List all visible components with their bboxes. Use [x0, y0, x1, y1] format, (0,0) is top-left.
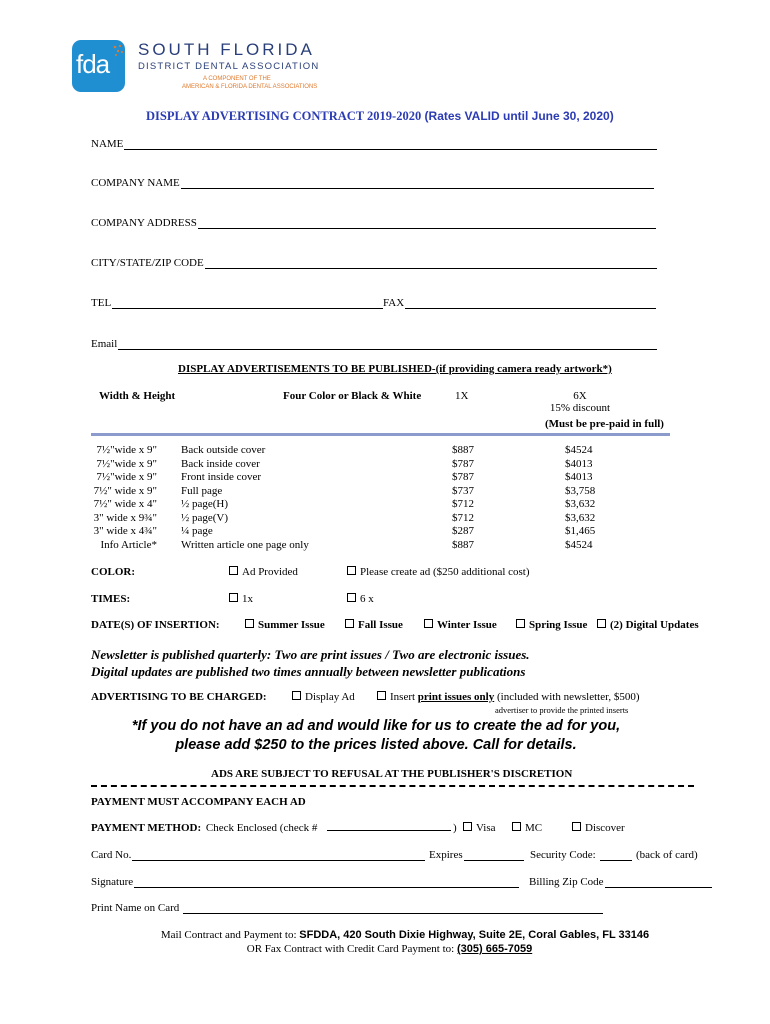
- price-1x-cell: $287: [452, 525, 474, 537]
- times-label: TIMES:: [91, 593, 131, 605]
- table-row: [91, 525, 671, 539]
- checkbox-icon[interactable]: [347, 566, 356, 575]
- desc-cell: ½ page(H): [181, 498, 229, 510]
- expires-label: Expires: [429, 849, 463, 861]
- fax-label: FAX: [383, 297, 405, 309]
- desc-cell: Front inside cover: [181, 471, 262, 483]
- name-label: NAME: [91, 138, 124, 150]
- dates-opt-summer[interactable]: [245, 619, 325, 631]
- table-divider: [91, 433, 670, 436]
- city-state-zip-line[interactable]: [205, 258, 657, 269]
- city-state-zip-field[interactable]: [91, 257, 657, 269]
- card-no-line[interactable]: [132, 850, 425, 861]
- size-cell: 7½" wide x 9": [93, 484, 157, 497]
- tel-field[interactable]: [91, 297, 383, 309]
- charged-opt-insert-underlined: print issues only: [417, 691, 495, 703]
- price-6x-cell: $4013: [565, 471, 593, 483]
- print-name-field[interactable]: [91, 902, 603, 914]
- charged-note: advertiser to provide the printed inserts: [495, 705, 629, 715]
- charged-opt-display-label: Display Ad: [305, 691, 355, 703]
- dates-opt-digital[interactable]: [597, 619, 699, 631]
- price-1x-cell: $737: [452, 484, 474, 497]
- size-cell: 3" wide x 9¾": [93, 511, 157, 524]
- check-number-line[interactable]: [327, 830, 451, 831]
- header-6x-block: [530, 390, 630, 414]
- price-6x-cell: $3,632: [565, 511, 596, 524]
- price-6x-cell: $4013: [565, 457, 593, 470]
- logo-component2: AMERICAN & FLORIDA DENTAL ASSOCIATIONS: [182, 84, 318, 90]
- page-title: [146, 109, 614, 124]
- price-1x-cell: $712: [452, 511, 474, 524]
- header-type: Four Color or Black & White: [283, 390, 422, 402]
- print-name-line[interactable]: [183, 903, 603, 914]
- price-1x-cell: $887: [452, 444, 474, 456]
- checkbox-icon[interactable]: [597, 619, 606, 628]
- security-code-field[interactable]: [530, 849, 632, 861]
- email-label: Email: [91, 338, 118, 350]
- price-1x-cell: $887: [452, 538, 474, 551]
- color-opt-provided-label: Ad Provided: [242, 566, 298, 578]
- callout-line2: please add $250 to the prices listed above. Call for details.: [175, 737, 577, 753]
- expires-line[interactable]: [464, 850, 524, 861]
- checkbox-icon[interactable]: [292, 691, 301, 700]
- dashed-divider: [91, 785, 694, 787]
- checkbox-icon[interactable]: [512, 822, 521, 831]
- desc-cell: ¼ page: [181, 525, 213, 537]
- charged-label: ADVERTISING TO BE CHARGED:: [91, 691, 267, 703]
- check-close: ): [453, 822, 457, 834]
- desc-cell: ½ page(V): [181, 511, 229, 524]
- dates-opt-summer-label: Summer Issue: [258, 619, 325, 631]
- size-cell: Info Article*: [100, 538, 157, 551]
- price-6x-cell: $4524: [565, 444, 593, 456]
- desc-cell: Back outside cover: [181, 444, 266, 456]
- dates-opt-fall-label: Fall Issue: [358, 619, 403, 631]
- times-opt-6x-label: 6 x: [360, 593, 374, 605]
- header-6x-discount: 15% discount: [549, 402, 611, 414]
- logo: [72, 40, 362, 96]
- pay-mc-label: MC: [525, 822, 543, 834]
- fax-line[interactable]: [405, 298, 656, 309]
- name-line[interactable]: [124, 139, 657, 150]
- charged-opt-insert-post: (included with newsletter, $500): [494, 691, 640, 703]
- billing-zip-field[interactable]: [529, 876, 712, 888]
- company-name-field[interactable]: [91, 177, 654, 189]
- table-row: [91, 485, 671, 499]
- billing-zip-line[interactable]: [605, 877, 712, 888]
- price-1x-cell: $787: [452, 457, 474, 470]
- table-row: [91, 458, 671, 472]
- company-name-line[interactable]: [181, 178, 654, 189]
- charged-opt-insert-pre: Insert: [390, 691, 418, 703]
- price-1x-cell: $787: [452, 471, 474, 483]
- company-address-field[interactable]: [91, 217, 656, 229]
- callout-line1: *If you do not have an ad and would like for us to create the ad for you,: [131, 718, 621, 734]
- pay-visa-label: Visa: [476, 822, 496, 834]
- fax-number: (305) 665-7059: [456, 943, 533, 955]
- rate-table: [91, 444, 671, 552]
- dates-opt-winter[interactable]: [424, 619, 497, 631]
- price-6x-cell: $1,465: [565, 525, 596, 537]
- tel-line[interactable]: [112, 298, 383, 309]
- logo-org-line2: DISTRICT DENTAL ASSOCIATION: [138, 61, 320, 72]
- refusal-note: ADS ARE SUBJECT TO REFUSAL AT THE PUBLISHER'S DISCRETION: [211, 768, 573, 780]
- callout: [91, 717, 661, 755]
- signature-field[interactable]: [91, 876, 519, 888]
- dates-opt-fall[interactable]: [345, 619, 403, 631]
- checkbox-icon[interactable]: [345, 619, 354, 628]
- table-row: [91, 471, 671, 485]
- desc-cell: Full page: [181, 484, 223, 497]
- card-no-label: Card No.: [91, 849, 132, 861]
- size-cell: 3" wide x 4¾": [93, 525, 157, 537]
- payment-method-label: PAYMENT METHOD:: [91, 822, 202, 834]
- fax-pre: OR Fax Contract with Credit Card Payment to:: [246, 943, 457, 955]
- city-state-zip-label: CITY/STATE/ZIP CODE: [91, 257, 204, 269]
- color-opt-create[interactable]: [347, 566, 530, 578]
- dot-accent-icon: [112, 44, 124, 58]
- times-opt-6x[interactable]: [347, 593, 374, 605]
- table-row: [91, 498, 671, 512]
- table-row: [91, 444, 671, 458]
- mail-line: [91, 928, 719, 942]
- footer: [91, 928, 719, 956]
- size-cell: 7½"wide x 9": [96, 457, 157, 470]
- payment-must: PAYMENT MUST ACCOMPANY EACH AD: [91, 796, 306, 808]
- color-label: COLOR:: [91, 566, 135, 578]
- dates-opt-winter-label: Winter Issue: [437, 619, 497, 631]
- dates-opt-spring-label: Spring Issue: [529, 619, 588, 631]
- company-address-line[interactable]: [198, 218, 656, 229]
- header-6x-note: (Must be pre-paid in full): [545, 418, 664, 430]
- name-field[interactable]: [91, 138, 657, 150]
- email-line[interactable]: [118, 339, 657, 350]
- fda-logo-mark: [72, 40, 125, 92]
- title-sub: (Rates VALID until June 30, 2020): [421, 109, 614, 123]
- fax-line: [60, 942, 719, 956]
- checkbox-icon[interactable]: [516, 619, 525, 628]
- company-address-label: COMPANY ADDRESS: [91, 217, 197, 229]
- checkbox-icon[interactable]: [424, 619, 433, 628]
- pay-discover[interactable]: [572, 822, 625, 834]
- size-cell: 7½"wide x 9": [96, 471, 157, 483]
- desc-cell: Back inside cover: [181, 457, 260, 470]
- pay-discover-label: Discover: [585, 822, 625, 834]
- fax-field[interactable]: [383, 297, 656, 309]
- logo-mark-text: fda: [76, 49, 110, 79]
- mail-pre: Mail Contract and Payment to:: [160, 929, 300, 941]
- price-1x-cell: $712: [452, 498, 474, 510]
- checkbox-icon[interactable]: [229, 566, 238, 575]
- signature-label: Signature: [91, 876, 134, 888]
- card-no-field[interactable]: [91, 849, 425, 861]
- header-6x: 6X: [573, 390, 587, 402]
- times-opt-1x[interactable]: [229, 593, 253, 605]
- color-opt-create-label: Please create ad ($250 additional cost): [360, 566, 530, 578]
- check-enclosed-label: Check Enclosed (check #: [205, 822, 318, 834]
- checkbox-icon[interactable]: [572, 822, 581, 831]
- signature-line[interactable]: [134, 877, 519, 888]
- header-1x: 1X: [455, 390, 469, 402]
- pay-mc[interactable]: [512, 822, 542, 834]
- tel-label: TEL: [91, 297, 112, 309]
- dates-label: DATE(S) OF INSERTION:: [91, 619, 220, 631]
- logo-org-line1: SOUTH FLORIDA: [138, 40, 315, 59]
- newsletter-note: [91, 646, 530, 680]
- header-size: Width & Height: [99, 390, 176, 402]
- title-main: DISPLAY ADVERTISING CONTRACT 2019-2020: [146, 109, 422, 123]
- charged-opt-insert[interactable]: [377, 691, 640, 703]
- dates-opt-digital-label: (2) Digital Updates: [610, 619, 699, 631]
- mail-address: SFDDA, 420 South Dixie Highway, Suite 2E, Coral Gables, FL 33146: [299, 929, 650, 941]
- dates-opt-spring[interactable]: [516, 619, 587, 631]
- billing-zip-label: Billing Zip Code: [529, 876, 604, 888]
- price-6x-cell: $3,758: [565, 484, 596, 497]
- price-6x-cell: $4524: [565, 538, 593, 551]
- newsletter-line2: Digital updates are published two times annually between newsletter publications: [91, 664, 526, 679]
- logo-component1: A COMPONENT OF THE: [203, 76, 271, 82]
- checkbox-icon[interactable]: [377, 691, 386, 700]
- size-cell: 7½" wide x 4": [93, 498, 157, 510]
- desc-cell: Written article one page only: [181, 538, 309, 551]
- checkbox-icon[interactable]: [347, 593, 356, 602]
- company-name-label: COMPANY NAME: [91, 177, 180, 189]
- email-field[interactable]: [91, 338, 657, 350]
- color-opt-provided[interactable]: [229, 566, 298, 578]
- security-code-line[interactable]: [600, 850, 632, 861]
- expires-field[interactable]: [429, 849, 524, 861]
- table-row: [91, 539, 671, 553]
- pay-visa[interactable]: [463, 822, 496, 834]
- checkbox-icon[interactable]: [229, 593, 238, 602]
- charged-opt-display[interactable]: [292, 691, 355, 703]
- times-opt-1x-label: 1x: [242, 593, 253, 605]
- section-heading: DISPLAY ADVERTISEMENTS TO BE PUBLISHED-(if providing camera ready artwork*): [178, 363, 612, 375]
- size-cell: 7½"wide x 9": [96, 444, 157, 456]
- table-row: [91, 512, 671, 526]
- security-code-label: Security Code:: [530, 849, 596, 861]
- print-name-label: Print Name on Card: [91, 902, 180, 914]
- checkbox-icon[interactable]: [463, 822, 472, 831]
- back-of-card: (back of card): [636, 849, 698, 861]
- price-6x-cell: $3,632: [565, 498, 596, 510]
- checkbox-icon[interactable]: [245, 619, 254, 628]
- newsletter-line1: Newsletter is published quarterly: Two are print issues / Two are electronic issues.: [91, 647, 530, 662]
